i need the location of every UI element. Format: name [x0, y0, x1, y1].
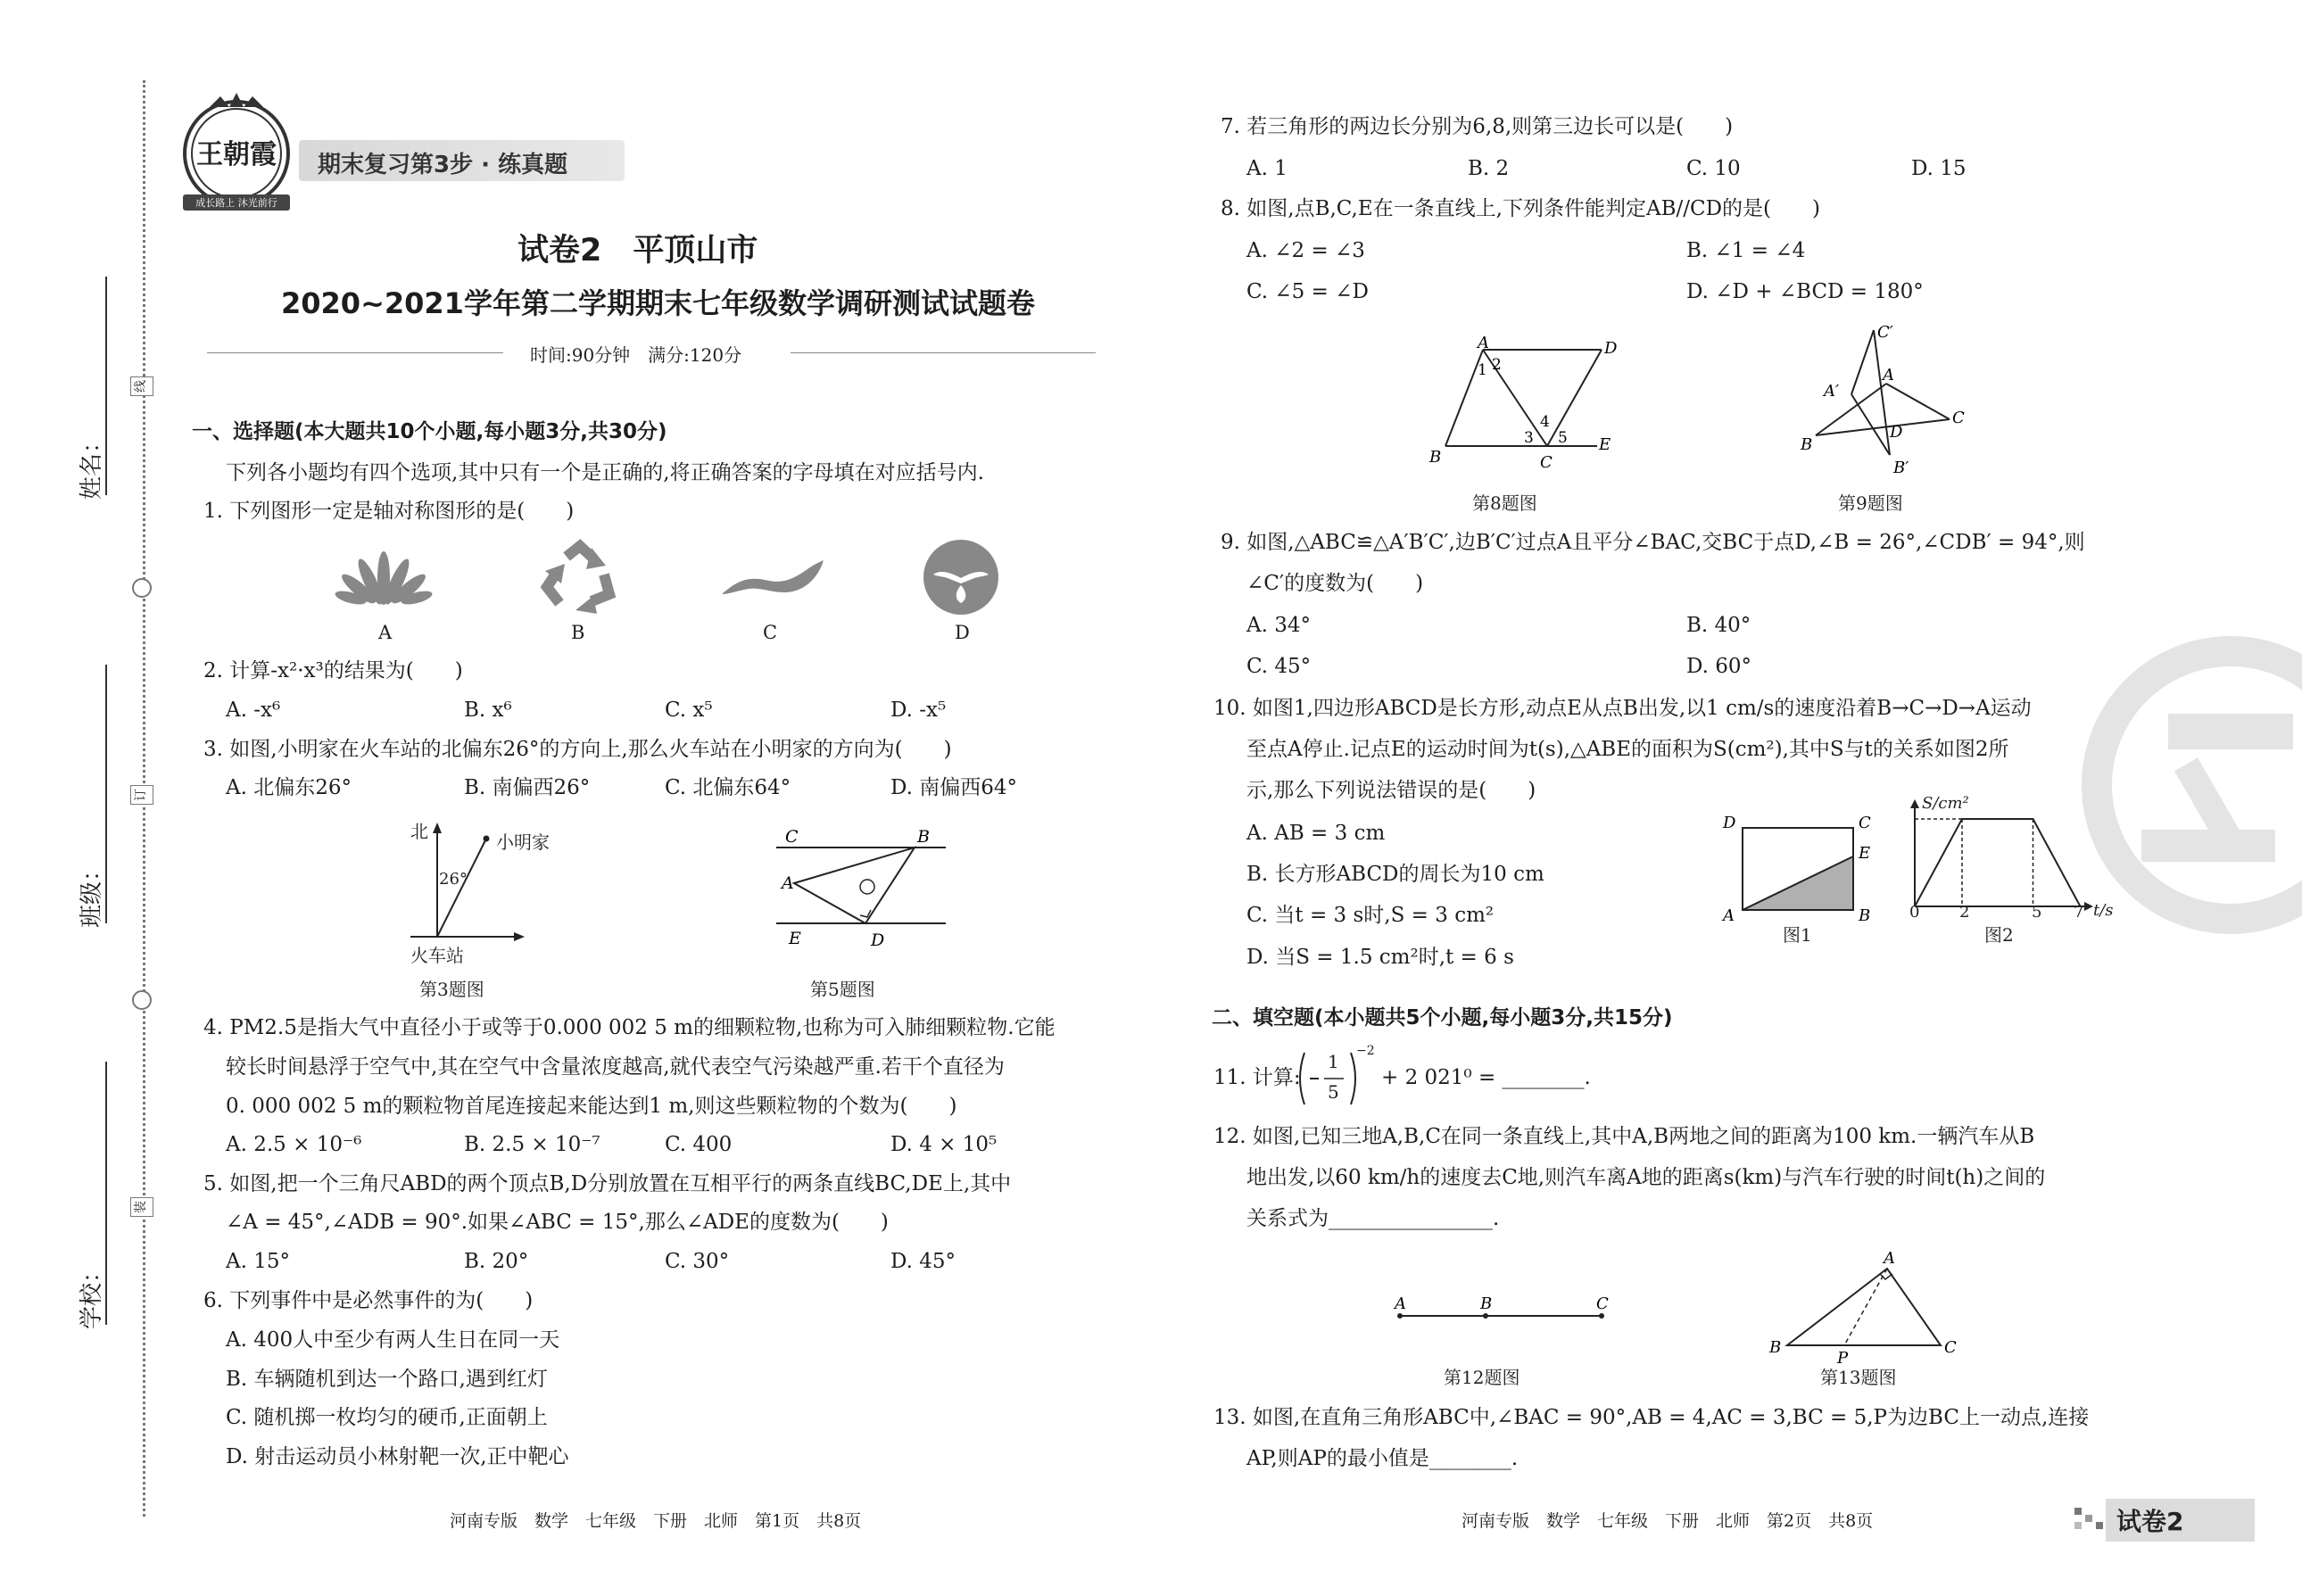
publisher-logo-text: 王朝霞 [196, 139, 277, 170]
name-label: 姓名： [79, 429, 105, 500]
svg-text:C′: C′ [1877, 323, 1893, 342]
publisher-logo-banner: 成长路上 沐光前行 [195, 197, 277, 209]
q11-suffix: + 2 021⁰ = ________. [1381, 1066, 1591, 1089]
q8-option-a: A. ∠2 = ∠3 [1246, 239, 1365, 262]
figure-10-2-tick-2: 2 [1959, 903, 1970, 922]
q5-option-b: B. 20° [464, 1250, 529, 1273]
svg-text:A: A [1478, 334, 1489, 352]
watermark-seal [2034, 624, 2302, 946]
svg-text:B: B [1801, 435, 1813, 454]
q8-option-b: B. ∠1 = ∠4 [1686, 239, 1806, 262]
svg-text:C: C [1944, 1338, 1957, 1357]
figure-10-2-tick-0: 0 [1909, 903, 1920, 922]
figure-10-1-rectangle [1718, 803, 1878, 928]
q11-prefix: 11. 计算: [1213, 1066, 1301, 1089]
figure-12-caption: 第12题图 [1444, 1367, 1520, 1388]
figure-10-2-xlabel: t/s [2093, 901, 2114, 920]
school-label: 学校： [79, 1259, 105, 1329]
figure-3-caption: 第3题图 [419, 979, 484, 1000]
svg-text:C: C [1859, 814, 1871, 832]
q1-label-c: C [763, 622, 778, 643]
figure-3-home-label: 小明家 [496, 831, 550, 853]
figure-10-1-caption: 图1 [1783, 924, 1812, 946]
svg-text:D: D [871, 930, 885, 950]
q1-label-a: A [378, 622, 393, 643]
q10-stem-line-2: 至点A停止.记点E的运动时间为t(s),△ABE的面积为S(cm²),其中S与t的关系如图2所 [1246, 738, 2009, 761]
svg-text:E: E [1599, 435, 1611, 454]
school-field-line[interactable] [105, 1062, 107, 1325]
figure-12 [1387, 1289, 1619, 1334]
q9-option-d: D. 60° [1686, 655, 1752, 678]
q4-option-c: C. 400 [665, 1133, 733, 1156]
q12-stem-line-1: 12. 如图,已知三地A,B,C在同一条直线上,其中A,B两地之间的距离为100 km.一辆汽车从B [1213, 1125, 2035, 1148]
q12-stem-line-3: 关系式为________________. [1246, 1207, 1500, 1230]
figure-9-caption: 第9题图 [1838, 492, 1903, 514]
svg-text:P: P [1837, 1349, 1849, 1368]
figure-3-north-label: 北 [410, 821, 428, 842]
figure-5-caption: 第5题图 [810, 979, 875, 1000]
q4-stem-line-2: 较长时间悬浮于空气中,其在空气中含量浓度越高,就代表空气污染越严重.若干个直径为 [226, 1055, 1005, 1079]
q9-stem-line-1: 9. 如图,△ABC≌△A′B′C′,边B′C′过点A且平分∠BAC,交BC于点D,∠B = 26°,∠CDB′ = 94°,则 [1221, 531, 2085, 554]
q7-option-d: D. 15 [1911, 157, 1967, 180]
q4-stem-line-1: 4. PM2.5是指大气中直径小于或等于0.000 002 5 m的细颗粒物,也称为可入肺细颗粒物.它能 [203, 1016, 1056, 1039]
exam-tag: 试卷2 [2116, 1507, 2184, 1536]
figure-13 [1762, 1249, 1958, 1368]
q1-figure-c-wave [718, 555, 825, 605]
svg-text:B: B [1859, 906, 1871, 925]
binding-punch-hole-1 [132, 578, 152, 598]
q13-stem-line-1: 13. 如图,在直角三角形ABC中,∠BAC = 90°,AB = 4,AC = 3,BC = 5,P为边BC上一动点,连接 [1213, 1406, 2090, 1429]
figure-8-caption: 第8题图 [1472, 492, 1537, 514]
figure-8 [1419, 334, 1618, 480]
q10-option-c: C. 当t = 3 s时,S = 3 cm² [1246, 904, 1495, 927]
exam-subtitle: 2020~2021学年第二学期期末七年级数学调研测试试题卷 [281, 286, 1035, 320]
q1-figure-b-recycle-icon [540, 539, 620, 616]
svg-text:3: 3 [1524, 429, 1534, 447]
figure-3-angle-label: 26° [439, 870, 468, 889]
q4-option-d: D. 4 × 10⁵ [890, 1133, 998, 1156]
figure-10-2-ylabel: S/cm² [1922, 794, 1969, 813]
svg-text:B: B [1769, 1338, 1782, 1357]
q6-stem: 6. 下列事件中是必然事件的为( ) [203, 1289, 534, 1312]
q1-label-d: D [955, 622, 970, 643]
svg-text:D: D [1890, 423, 1903, 442]
figure-10-2-tick-5: 5 [2032, 903, 2042, 922]
time-divider-left [207, 352, 503, 353]
q8-option-c: C. ∠5 = ∠D [1246, 280, 1369, 303]
figure-5 [758, 821, 955, 955]
q9-option-a: A. 34° [1246, 614, 1311, 637]
q1-stem: 1. 下列图形一定是轴对称图形的是( ) [203, 500, 575, 523]
q1-figure-d-round-logo [921, 537, 1001, 617]
binding-punch-hole-2 [132, 990, 152, 1010]
q3-option-d: D. 南偏西64° [890, 776, 1018, 799]
figure-3-station-label: 火车站 [410, 945, 464, 966]
svg-text:B: B [1429, 448, 1442, 467]
svg-text:E: E [1859, 844, 1871, 863]
class-label: 班级： [79, 857, 105, 928]
q10-option-b: B. 长方形ABCD的周长为10 cm [1246, 863, 1544, 886]
q3-option-b: B. 南偏西26° [464, 776, 591, 799]
figure-13-caption: 第13题图 [1820, 1367, 1897, 1388]
svg-text:C: C [1540, 453, 1553, 472]
svg-text:2: 2 [1492, 356, 1502, 374]
q7-option-b: B. 2 [1468, 157, 1510, 180]
q6-option-b: B. 车辆随机到达一个路口,遇到红灯 [226, 1368, 548, 1391]
q3-option-c: C. 北偏东64° [665, 776, 791, 799]
svg-text:A: A [1723, 906, 1735, 925]
svg-text:C: C [1596, 1294, 1609, 1313]
q8-stem: 8. 如图,点B,C,E在一条直线上,下列条件能判定AB//CD的是( ) [1221, 197, 1820, 220]
q7-option-a: A. 1 [1246, 157, 1288, 180]
q13-stem-line-2: AP,则AP的最小值是________. [1246, 1447, 1519, 1470]
tag-deco-squares [2074, 1508, 2107, 1534]
q4-option-b: B. 2.5 × 10⁻⁷ [464, 1133, 600, 1156]
q11-numerator: 1 [1328, 1051, 1339, 1072]
header-banner-text: 期末复习第3步 · 练真题 [318, 152, 568, 178]
exam-title: 试卷2 平顶山市 [518, 233, 758, 269]
svg-text:B′: B′ [1893, 459, 1909, 477]
q10-stem-line-3: 示,那么下列说法错误的是( ) [1246, 779, 1536, 802]
figure-9 [1784, 321, 1972, 480]
q6-option-c: C. 随机掷一枚均匀的硬币,正面朝上 [226, 1406, 548, 1429]
svg-text:A: A [1884, 1249, 1895, 1268]
q2-option-a: A. -x⁶ [226, 699, 281, 722]
q10-stem-line-1: 10. 如图1,四边形ABCD是长方形,动点E从点B出发,以1 cm/s的速度沿着B→C→D→A运动 [1213, 697, 2032, 720]
q6-option-a: A. 400人中至少有两人生日在同一天 [226, 1328, 560, 1352]
section-1-heading: 一、选择题(本大题共10个小题,每小题3分,共30分) [192, 420, 667, 443]
time-divider-right [791, 352, 1096, 353]
q5-option-d: D. 45° [890, 1250, 956, 1273]
q4-option-a: A. 2.5 × 10⁻⁶ [226, 1133, 362, 1156]
section-1-intro: 下列各小题均有四个选项,其中只有一个是正确的,将正确答案的字母填在对应括号内. [226, 461, 984, 484]
publisher-logo [174, 89, 299, 214]
q4-stem-line-3: 0. 000 002 5 m的颗粒物首尾连接起来能达到1 m,则这些颗粒物的个数为( ) [226, 1095, 957, 1118]
q2-stem: 2. 计算-x²·x³的结果为( ) [203, 659, 463, 682]
q3-option-a: A. 北偏东26° [226, 776, 352, 799]
binding-mark-2: 订 [130, 785, 153, 805]
q9-option-c: C. 45° [1246, 655, 1312, 678]
q11-denominator: 5 [1328, 1081, 1339, 1103]
svg-text:C: C [1952, 409, 1965, 427]
figure-10-2-tick-7: 7 [2074, 903, 2084, 922]
q6-option-d: D. 射击运动员小林射靶一次,正中靶心 [226, 1445, 569, 1468]
name-field-line[interactable] [105, 277, 107, 495]
q2-option-c: C. x⁵ [665, 699, 713, 722]
q5-stem-line-1: 5. 如图,把一个三角尺ABD的两个顶点B,D分别放置在互相平行的两条直线BC,DE上,其中 [203, 1172, 1012, 1195]
svg-text:5: 5 [1558, 429, 1568, 447]
q1-label-b: B [571, 622, 585, 643]
figure-10-2-caption: 图2 [1984, 924, 2014, 946]
q9-option-b: B. 40° [1686, 614, 1751, 637]
q7-option-c: C. 10 [1686, 157, 1741, 180]
svg-text:A: A [1883, 366, 1894, 385]
svg-text:E: E [789, 929, 801, 948]
q5-stem-line-2: ∠A = 45°,∠ADB = 90°.如果∠ABC = 15°,那么∠ADE的度数为( ) [226, 1211, 889, 1234]
q10-option-d: D. 当S = 1.5 cm²时,t = 6 s [1246, 946, 1514, 969]
svg-text:D: D [1723, 814, 1736, 832]
q5-option-a: A. 15° [226, 1250, 290, 1273]
binding-mark-1: 线 [130, 376, 153, 396]
q8-option-d: D. ∠D + ∠BCD = 180° [1686, 280, 1924, 303]
q1-figure-a-shell-logo [335, 542, 433, 614]
q2-option-b: B. x⁶ [464, 699, 512, 722]
svg-text:B: B [917, 827, 930, 847]
svg-text:D: D [1604, 339, 1618, 358]
svg-text:4: 4 [1540, 413, 1550, 431]
binding-mark-3: 装 [130, 1197, 153, 1217]
q7-stem: 7. 若三角形的两边长分别为6,8,则第三边长可以是( ) [1221, 115, 1734, 138]
q10-option-a: A. AB = 3 cm [1246, 822, 1386, 845]
svg-text:1: 1 [1478, 361, 1487, 379]
section-2-heading: 二、填空题(本小题共5个小题,每小题3分,共15分) [1212, 1006, 1673, 1030]
svg-text:A: A [782, 873, 794, 893]
svg-text:C: C [785, 827, 799, 847]
left-page-footer: 河南专版 数学 七年级 下册 北师 第1页 共8页 [450, 1511, 862, 1531]
right-page-footer: 河南专版 数学 七年级 下册 北师 第2页 共8页 [1462, 1511, 1874, 1531]
q3-stem: 3. 如图,小明家在火车站的北偏东26°的方向上,那么火车站在小明家的方向为( ) [203, 738, 952, 761]
svg-text:B: B [1480, 1294, 1493, 1313]
time-info: 时间:90分钟 满分:120分 [530, 344, 742, 366]
class-field-line[interactable] [105, 665, 107, 923]
svg-text:A′: A′ [1824, 382, 1840, 401]
q12-stem-line-2: 地出发,以60 km/h的速度去C地,则汽车离A地的距离s(km)与汽车行驶的时间t(h)之间的 [1246, 1166, 2046, 1189]
q5-option-c: C. 30° [665, 1250, 730, 1273]
q9-stem-line-2: ∠C′的度数为( ) [1246, 572, 1424, 595]
q2-option-d: D. -x⁵ [890, 699, 947, 722]
svg-text:A: A [1395, 1294, 1406, 1313]
q11-exponent: −2 [1356, 1044, 1375, 1058]
